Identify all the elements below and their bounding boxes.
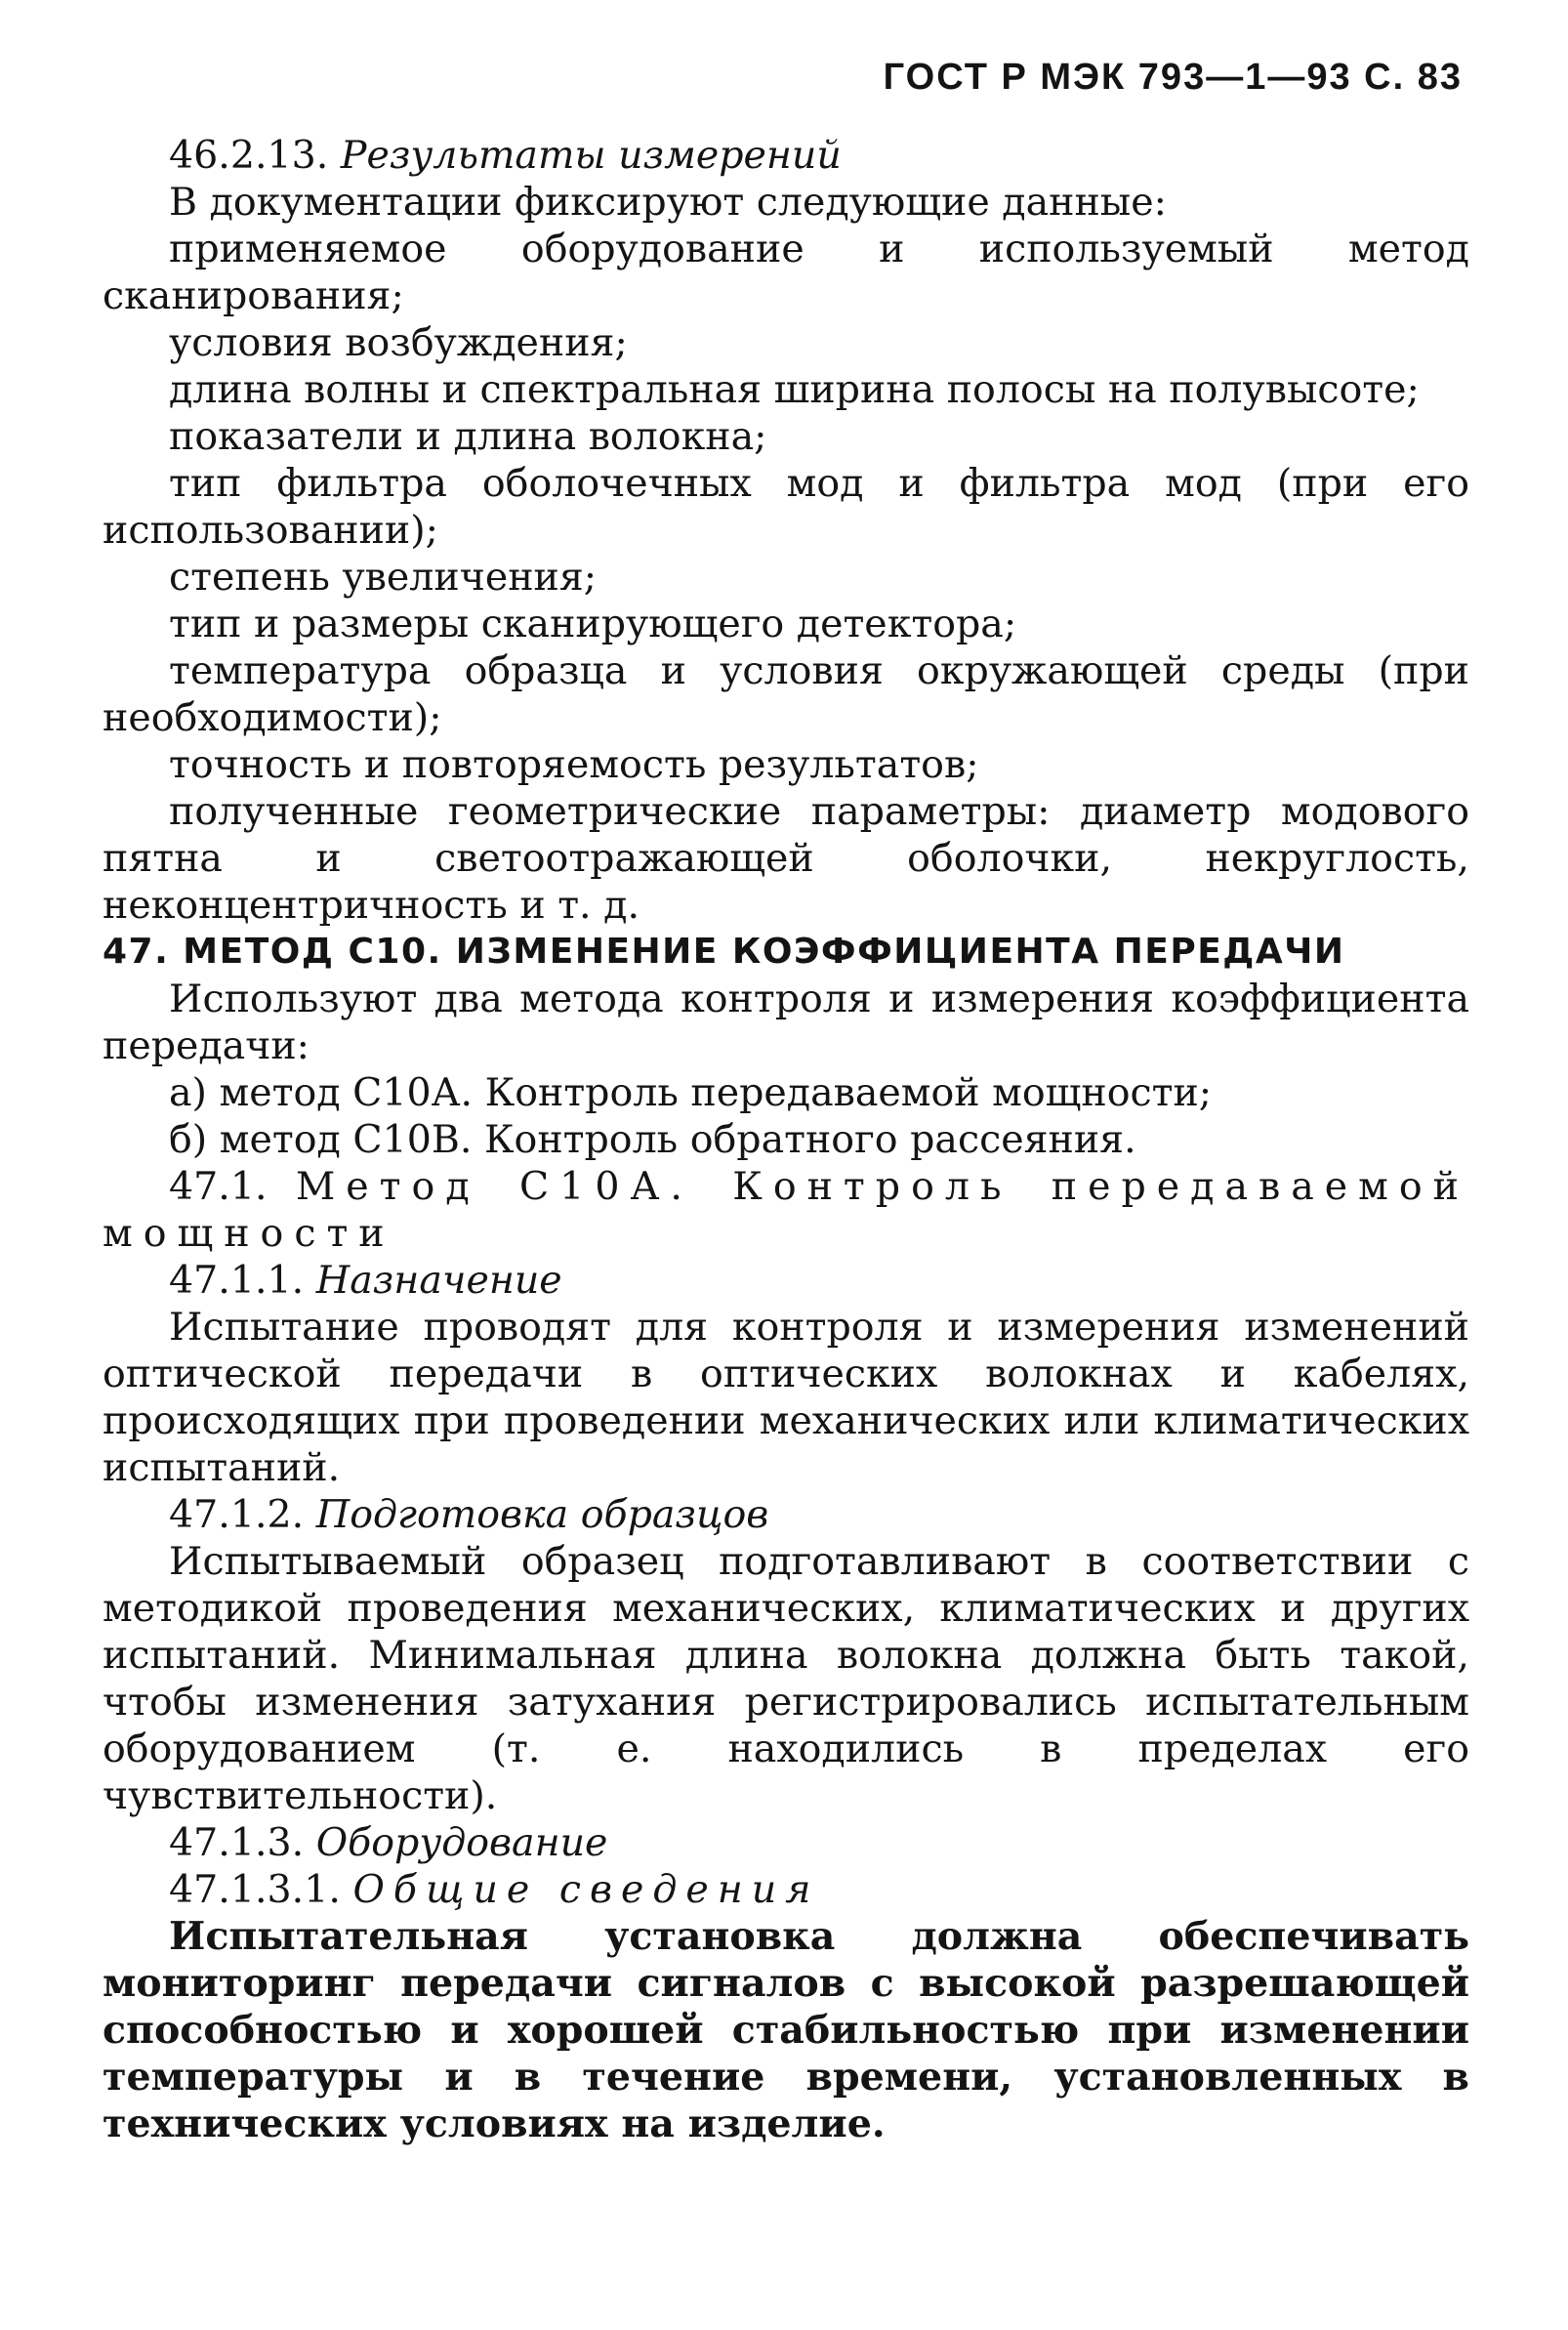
list-item: условия возбуждения; (169, 320, 628, 365)
list-item: степень увеличения; (169, 555, 598, 600)
method-item: б) метод С10В. Контроль обратного рассеяния. (169, 1117, 1136, 1162)
list-item: температура образца и условия окружающей среды (при необходимости); (103, 648, 1469, 740)
clause-title: Назначение (315, 1258, 562, 1303)
clause-46-2-13-title (103, 132, 1469, 179)
clause-47-1-3-1-title (103, 1866, 1469, 1913)
clause-title: Общие сведения (352, 1867, 820, 1912)
clause-46-2-13-intro: В документации фиксируют следующие данные: (169, 180, 1167, 225)
list-item: полученные геометрические параметры: диаметр модового пятна и светоотражающей оболочки, некруглость, неконцентричность и т. д. (103, 789, 1469, 928)
list-item: длина волны и спектральная ширина полосы на полувысоте; (169, 367, 1420, 412)
clause-47-1-2-title (103, 1491, 1469, 1538)
clause-47-1-3-title (103, 1819, 1469, 1866)
clause-title: Подготовка образцов (315, 1492, 769, 1537)
clause-47-1-1-text: Испытание проводят для контроля и измерения изменений оптической передачи в оптических волокнах и кабелях, происходящих при проведении механических или климатических испытаний. (103, 1305, 1469, 1490)
list-item: точность и повторяемость результатов; (169, 742, 979, 787)
clause-number: 46.2.13. (169, 133, 329, 178)
clause-47-1-1-title (103, 1257, 1469, 1304)
clause-number: 47.1. (169, 1164, 268, 1209)
clause-number: 47.1.1. (169, 1258, 305, 1303)
clause-title: Метод С10А. Контроль передаваемой мощности (103, 1164, 1470, 1256)
clause-title: Результаты измерений (340, 133, 842, 178)
list-item: показатели и длина волокна; (169, 414, 767, 459)
clause-title: Оборудование (315, 1820, 608, 1865)
section-47-intro: Используют два метода контроля и измерения коэффициента передачи: (103, 977, 1469, 1068)
clause-47-1-2-text: Испытываемый образец подготавливают в соответствии с методикой проведения механических, климатических и других испытаний. Минимальная длина волокна должна быть такой, чтобы изменения затухания регистрировались испытательным оборудованием (т. е. находились в пределах его чувствительности). (103, 1539, 1469, 1818)
list-item: применяемое оборудование и используемый метод сканирования; (103, 227, 1469, 318)
method-item: а) метод С10А. Контроль передаваемой мощности; (169, 1070, 1213, 1115)
running-header: ГОСТ Р МЭК 793—1—93 С. 83 (883, 57, 1463, 98)
list-item: тип и размеры сканирующего детектора; (169, 602, 1017, 646)
page-body (103, 132, 1469, 2147)
clause-47-1-3-1-text: Испытательная установка должна обеспечивать мониторинг передачи сигналов с высокой разрешающей способностью и хорошей стабильностью при изменении температуры и в течение времени, установленных в технических условиях на изделие. (103, 1914, 1469, 2146)
clause-number: 47.1.3. (169, 1820, 305, 1865)
clause-number: 47.1.3.1. (169, 1867, 341, 1912)
list-item: тип фильтра оболочечных мод и фильтра мод (при его использовании); (103, 461, 1469, 553)
section-heading: 47. МЕТОД С10. ИЗМЕНЕНИЕ КОЭФФИЦИЕНТА ПЕРЕДАЧИ (103, 932, 1345, 972)
clause-number: 47.1.2. (169, 1492, 305, 1537)
clause-47-1-title (103, 1163, 1469, 1257)
